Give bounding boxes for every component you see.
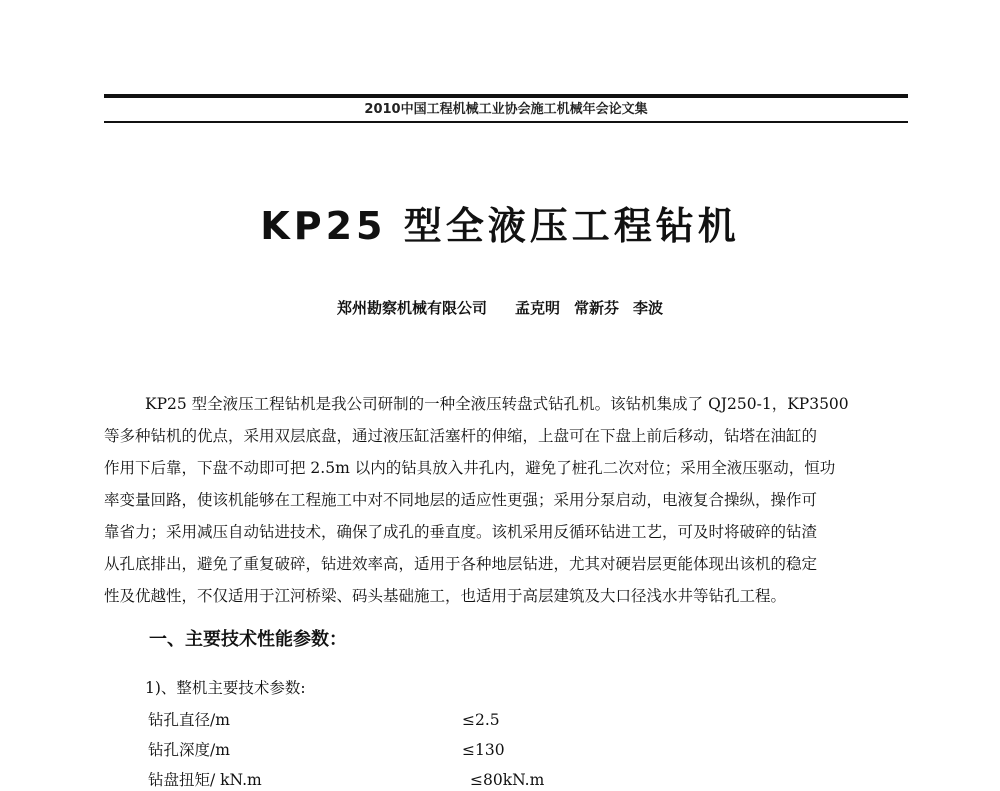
author-name: 孟克明	[514, 299, 560, 317]
author-name: 常新芬	[574, 299, 620, 317]
param-row	[148, 769, 748, 791]
param-name: 钻盘扭矩/ kN.m	[148, 771, 262, 789]
paragraph-line: 从孔底排出，避免了重复破碎，钻进效率高，适用于各种地层钻进，尤其对硬岩层更能体现出该机的稳定	[104, 555, 818, 573]
param-row	[148, 709, 748, 731]
header-rule-top	[104, 94, 908, 98]
paragraph-line: 等多种钻机的优点，采用双层底盘，通过液压缸活塞杆的伸缩，上盘可在下盘上前后移动，钻塔在油缸的	[104, 427, 818, 445]
param-value: ≤80kN.m	[470, 771, 545, 789]
author-name: 李波	[633, 299, 664, 317]
section-heading: 一、主要技术性能参数：	[149, 629, 347, 650]
param-value: ≤130	[462, 741, 505, 759]
header-rule-bottom	[104, 121, 908, 123]
param-value: ≤2.5	[462, 711, 500, 729]
paragraph-line: 靠省力；采用减压自动钻进技术，确保了成孔的垂直度。该机采用反循环钻进工艺，可及时将破碎的钻渣	[104, 523, 818, 541]
paragraph-line: 性及优越性，不仅适用于江河桥梁、码头基础施工，也适用于高层建筑及大口径浅水井等钻孔工程。	[104, 587, 787, 605]
affiliation: 郑州勘察机械有限公司	[336, 299, 487, 317]
article-title: KP25 型全液压工程钻机	[260, 204, 740, 248]
running-header: 2010中国工程机械工业协会施工机械年会论文集	[364, 102, 648, 117]
paragraph-line: KP25 型全液压工程钻机是我公司研制的一种全液压转盘式钻孔机。该钻机集成了 QJ250-1，KP3500	[145, 395, 849, 413]
sub-heading: 1)、整机主要技术参数:	[145, 679, 306, 697]
param-row	[148, 739, 748, 761]
paragraph-line: 作用下后靠，下盘不动即可把 2.5m 以内的钻具放入井孔内，避免了桩孔二次对位；采用全液压驱动，恒功	[104, 459, 836, 477]
byline	[0, 297, 1000, 319]
paragraph-line: 率变量回路，使该机能够在工程施工中对不同地层的适应性更强；采用分泵启动，电液复合操纵，操作可	[104, 491, 818, 509]
param-name: 钻孔直径/m	[148, 711, 230, 729]
param-name: 钻孔深度/m	[148, 741, 230, 759]
